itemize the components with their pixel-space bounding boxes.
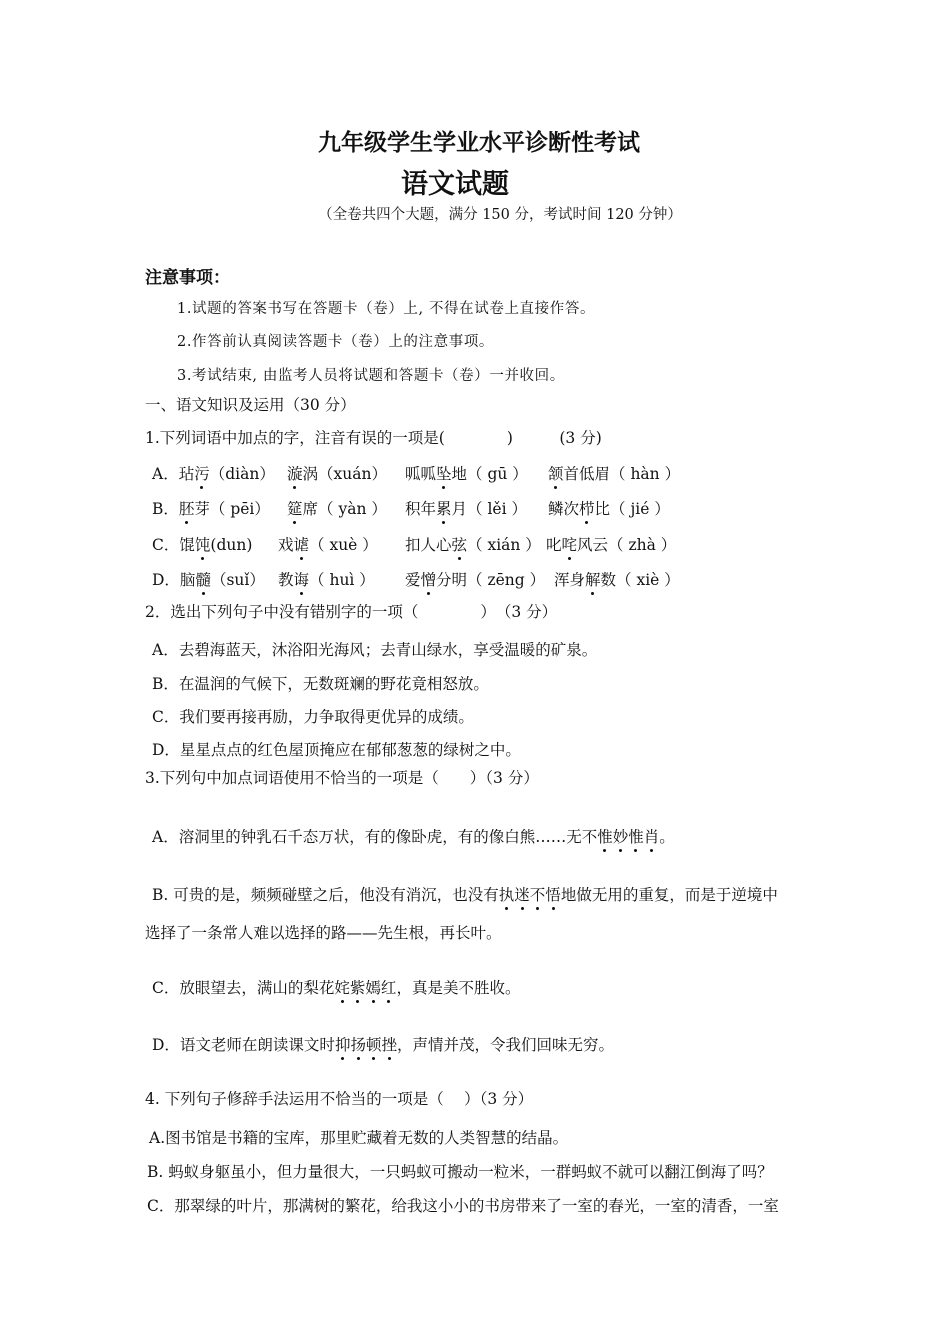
q3-a-dotted-term: 惟妙惟肖 <box>597 828 660 846</box>
q1-c-1: C．馄饨(dun) <box>152 536 253 554</box>
q1-c-4: 叱咤风云（ zhà ） <box>546 536 677 554</box>
notice-rule-1: 1.试题的答案书写在答题卡（卷）上, 不得在试卷上直接作答。 <box>177 301 596 317</box>
notice-heading: 注意事项： <box>145 268 230 288</box>
q3-option-c: C．放眼望去，满山的梨花姹紫嫣红，真是美不胜收。 <box>152 979 521 997</box>
q1-b-4: 鳞次栉比（ jié ） <box>548 500 670 518</box>
q1-a-2: 漩涡（xuán） <box>287 465 387 483</box>
section-heading: 一、语文知识及运用（30 分） <box>145 396 356 414</box>
q2-option-c: C．我们要再接再励，力争取得更优异的成绩。 <box>152 708 474 726</box>
q1-c-3: 扣人心弦（ xián ） <box>405 536 541 554</box>
question-2-stem: 2．选出下列句子中没有错别字的一项（ ） （3 分） <box>145 603 558 621</box>
q4-option-a: A.图书馆是书籍的宝库，那里贮藏着无数的人类智慧的结晶。 <box>149 1129 569 1147</box>
q3-option-b-line2: 选择了一条常人难以选择的路——先生根，再长叶。 <box>145 924 502 942</box>
q4-option-c: C．那翠绿的叶片，那满树的繁花，给我这小小的书房带来了一室的春光，一室的清香，一室 <box>147 1197 779 1215</box>
q1-d-4: 浑身解数（ xiè ） <box>554 571 680 589</box>
q3-b-dotted-term: 执迷不悟 <box>498 886 561 904</box>
q1-a-3: 呱呱坠地（ gū ） <box>405 465 528 483</box>
q1-a-1: A．玷污（diàn） <box>152 465 275 483</box>
q1-d-3: 爱憎分明（ zēng ） <box>405 571 546 589</box>
q1-d-1: D．脑髓（suǐ） <box>152 571 265 589</box>
q3-c-dotted-term: 姹紫嫣红 <box>334 979 397 997</box>
q2-option-b: B．在温润的气候下，无数斑斓的野花竟相怒放。 <box>152 675 489 693</box>
q2-option-d: D．星星点点的红色屋顶掩应在郁郁葱葱的绿树之中。 <box>152 741 521 759</box>
q1-b-2: 筵席（ yàn ） <box>287 500 387 518</box>
q4-option-b: B. 蚂蚁身躯虽小，但力量很大，一只蚂蚁可搬动一粒米，一群蚂蚁不就可以翻江倒海了吗？ <box>147 1163 773 1181</box>
exam-title: 九年级学生学业水平诊断性考试 <box>318 129 640 156</box>
q1-d-2: 教诲（ huì ） <box>278 571 375 589</box>
notice-rule-2: 2.作答前认真阅读答题卡（卷）上的注意事项。 <box>177 334 495 350</box>
q3-option-b: B. 可贵的是，频频碰壁之后，他没有消沉，也没有执迷不悟地做无用的重复，而是于逆境中 <box>152 886 778 904</box>
exam-subject: 语文试题 <box>401 169 509 200</box>
question-1-stem: 1.下列词语中加点的字，注音有误的一项是( ) (3 分) <box>145 429 602 447</box>
notice-rule-3: 3.考试结束, 由监考人员将试题和答题卡（卷）一并收回。 <box>177 368 565 384</box>
q3-option-d: D．语文老师在朗读课文时抑扬顿挫，声情并茂，令我们回味无穷。 <box>152 1036 615 1054</box>
q1-a-4: 颔首低眉（ hàn ） <box>548 465 681 483</box>
q3-d-dotted-term: 抑扬顿挫 <box>334 1036 397 1054</box>
exam-note: （全卷共四个大题，满分 150 分，考试时间 120 分钟） <box>318 207 682 223</box>
q2-option-a: A．去碧海蓝天，沐浴阳光海风；去青山绿水，享受温暖的矿泉。 <box>152 641 598 659</box>
q3-option-a: A．溶洞里的钟乳石千态万状，有的像卧虎，有的像白熊……无不惟妙惟肖。 <box>152 828 675 846</box>
question-3-stem: 3.下列句中加点词语使用不恰当的一项是（ ）（3 分） <box>145 769 539 787</box>
q1-b-1: B．胚芽（ pēi） <box>152 500 270 518</box>
q1-b-3: 积年累月（ lěi ） <box>405 500 527 518</box>
q1-c-2: 戏谑（ xuè ） <box>278 536 378 554</box>
question-4-stem: 4. 下列句子修辞手法运用不恰当的一项是（ ）（3 分） <box>145 1090 534 1108</box>
